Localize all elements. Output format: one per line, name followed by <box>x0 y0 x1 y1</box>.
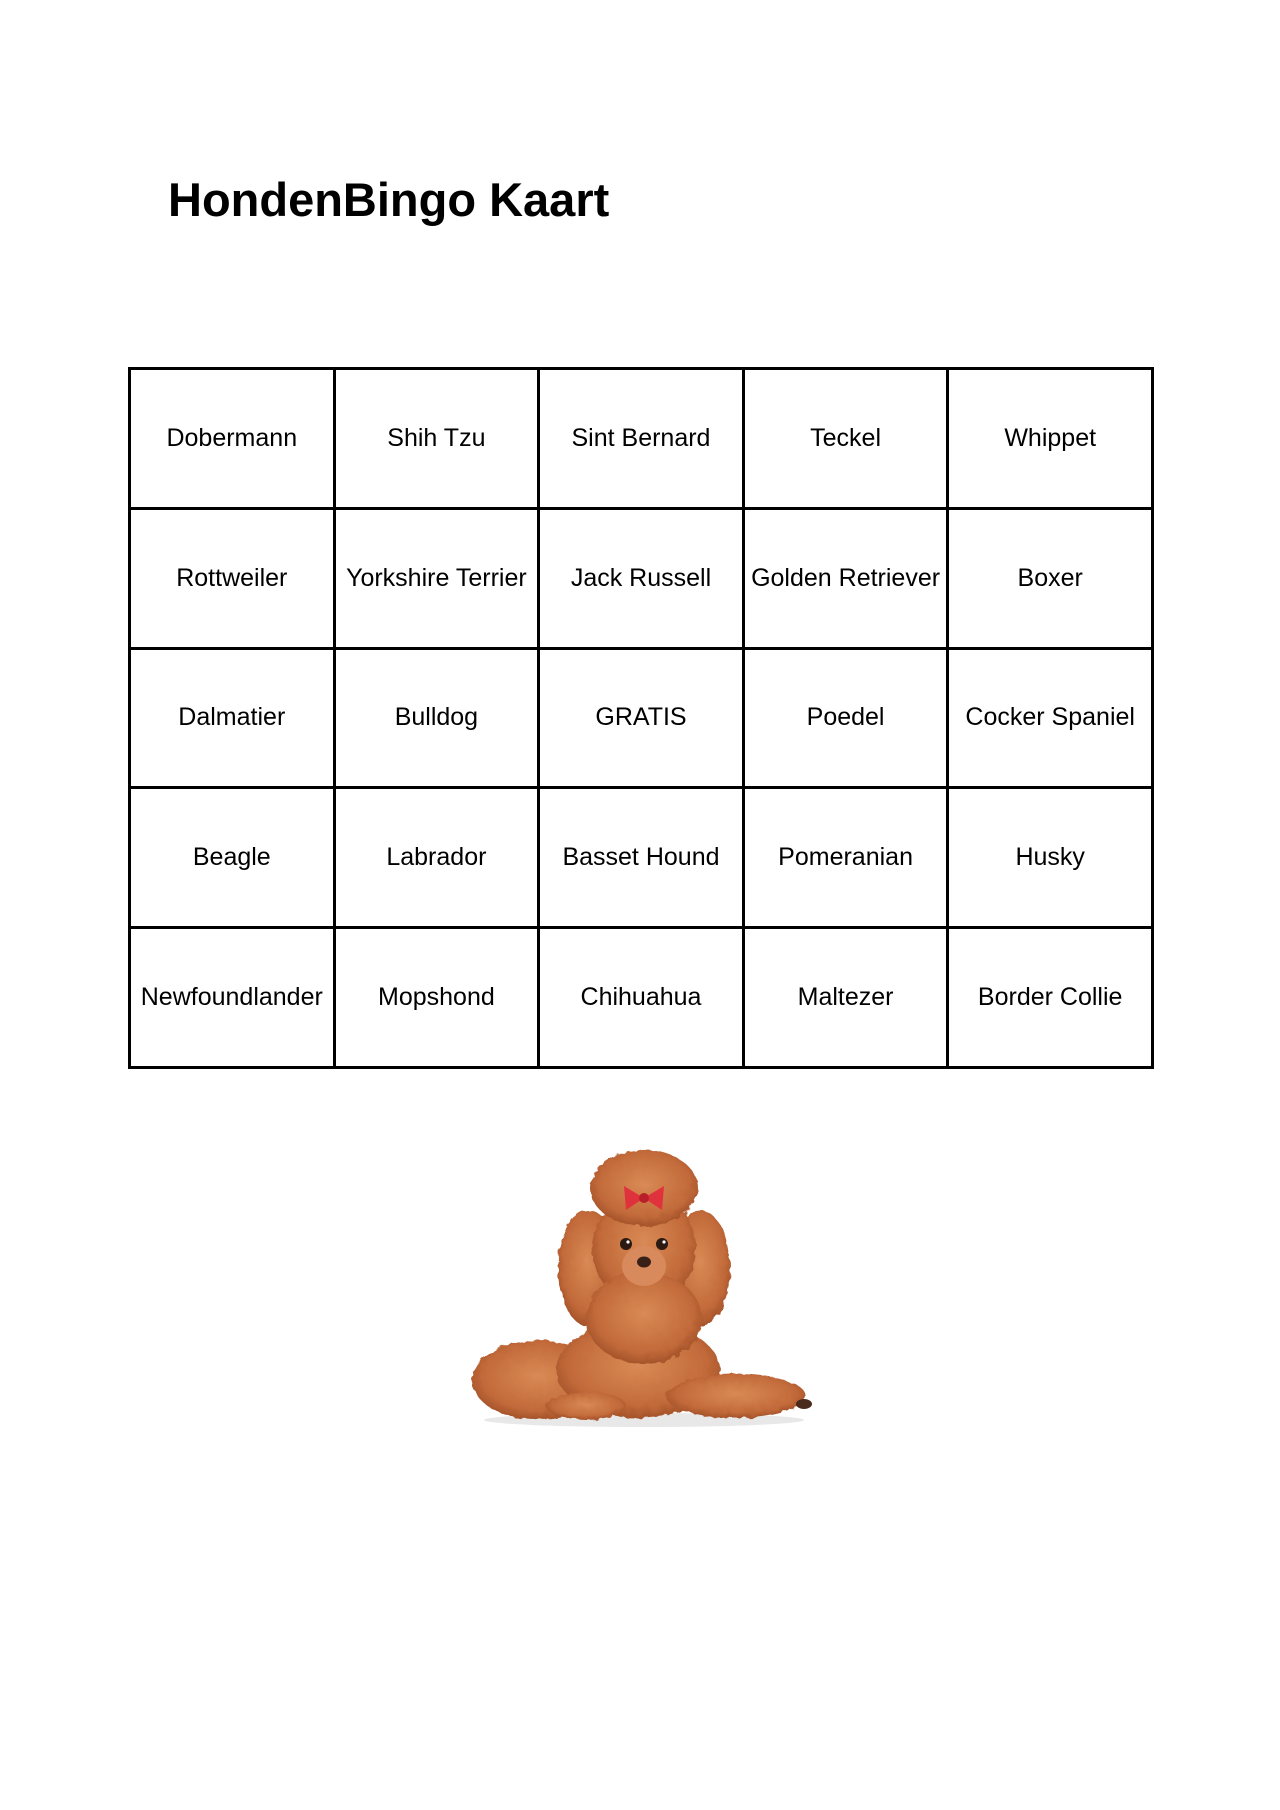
bingo-cell: Poedel <box>743 648 948 788</box>
bingo-cell: Teckel <box>743 369 948 509</box>
bingo-cell: Rottweiler <box>130 508 335 648</box>
poodle-illustration <box>468 1148 820 1430</box>
bingo-cell: Jack Russell <box>539 508 744 648</box>
bingo-row <box>130 369 1153 509</box>
bingo-cell: Pomeranian <box>743 788 948 928</box>
bingo-cell: Mopshond <box>334 928 539 1068</box>
bingo-row <box>130 648 1153 788</box>
bingo-grid <box>128 367 1154 1069</box>
bingo-cell: Labrador <box>334 788 539 928</box>
bingo-cell: Shih Tzu <box>334 369 539 509</box>
bingo-cell: Dalmatier <box>130 648 335 788</box>
bingo-cell: Husky <box>948 788 1153 928</box>
bingo-cell: Beagle <box>130 788 335 928</box>
bingo-row <box>130 788 1153 928</box>
bingo-cell: Border Collie <box>948 928 1153 1068</box>
bingo-row <box>130 508 1153 648</box>
bingo-cell: Chihuahua <box>539 928 744 1068</box>
bingo-cell: Boxer <box>948 508 1153 648</box>
bingo-cell: Golden Retriever <box>743 508 948 648</box>
bingo-row <box>130 928 1153 1068</box>
bingo-cell: Maltezer <box>743 928 948 1068</box>
poodle-icon <box>468 1148 820 1430</box>
bingo-cell: Newfoundlander <box>130 928 335 1068</box>
bingo-cell: Sint Bernard <box>539 369 744 509</box>
bingo-cell: Yorkshire Terrier <box>334 508 539 648</box>
bingo-cell: Basset Hound <box>539 788 744 928</box>
bingo-cell-free: GRATIS <box>539 648 744 788</box>
bingo-cell: Dobermann <box>130 369 335 509</box>
bingo-cell: Cocker Spaniel <box>948 648 1153 788</box>
page-title: HondenBingo Kaart <box>168 173 610 226</box>
bingo-cell: Whippet <box>948 369 1153 509</box>
bingo-cell: Bulldog <box>334 648 539 788</box>
